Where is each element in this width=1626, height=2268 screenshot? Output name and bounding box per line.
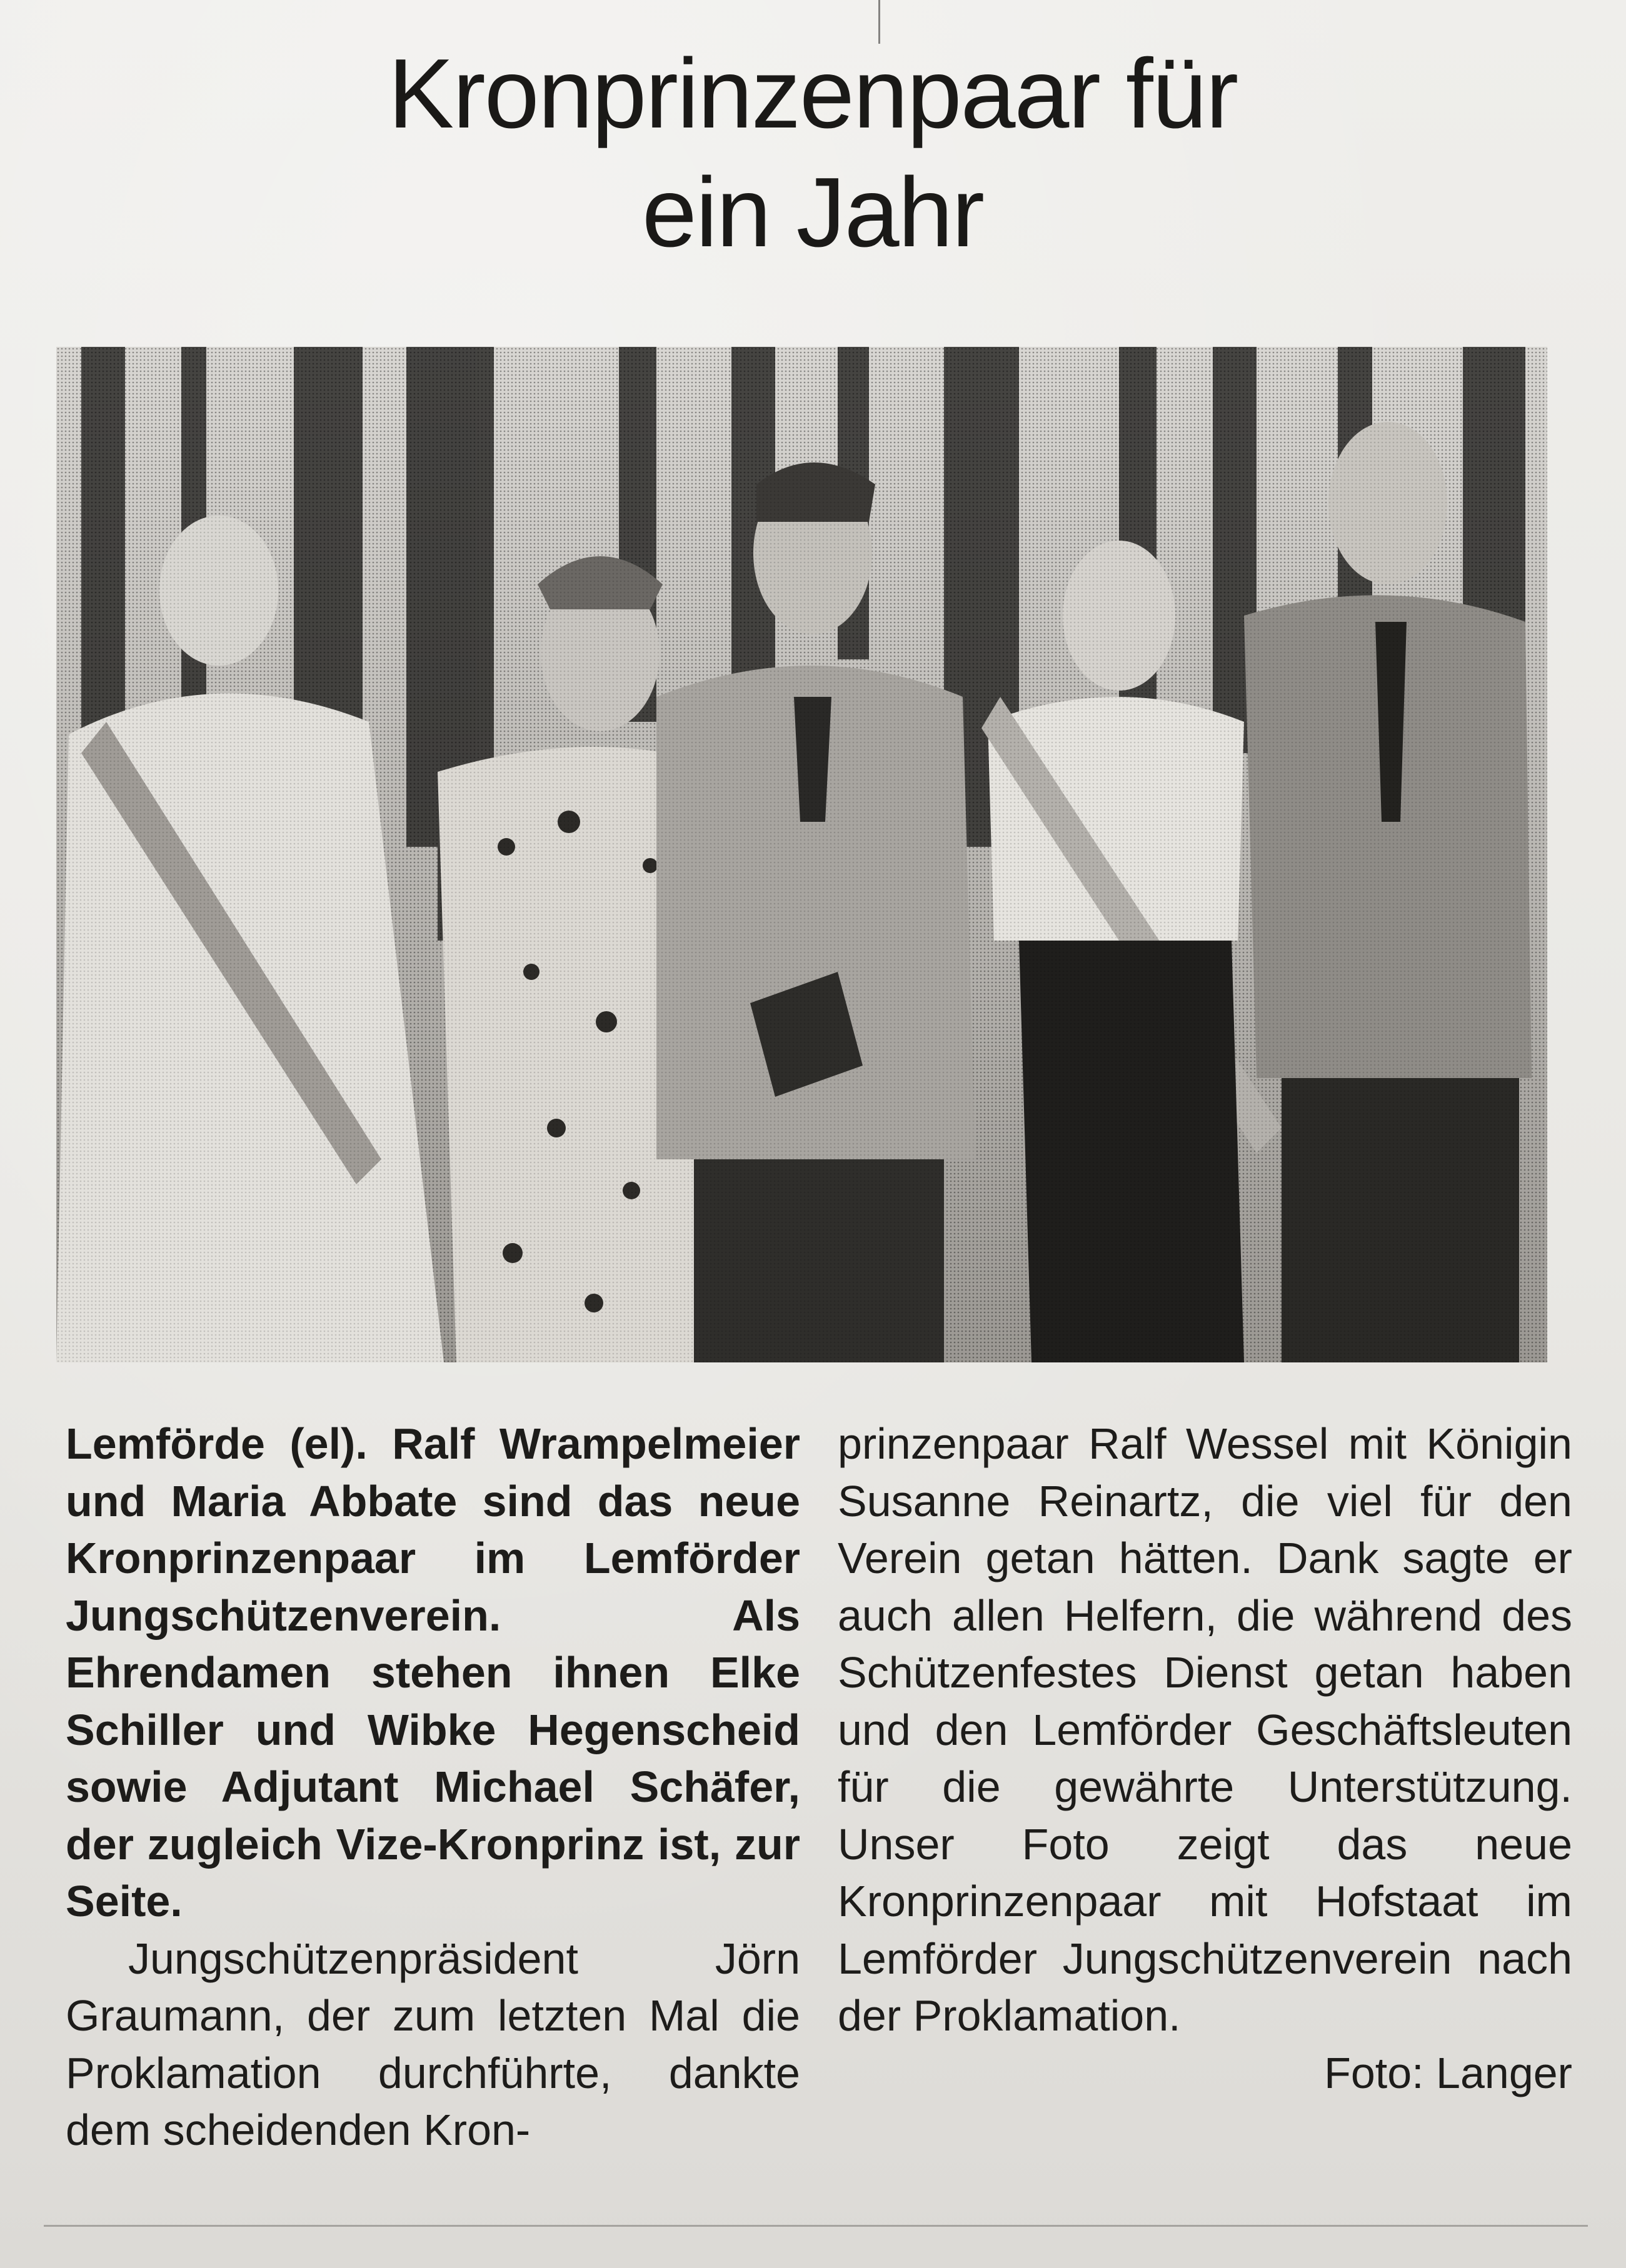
photo-image <box>56 347 1547 1362</box>
article-column-right <box>838 1416 1572 2102</box>
bottom-rule <box>44 2225 1588 2227</box>
article-lead: Lemförde (el). Ralf Wrampelmeier und Maria Abbate sind das neue Kronprinzenpaar im Lemförder Jungschützenverein. Als Ehrendamen stehen ihnen Elke Schiller und Wibke Hegenscheid sowie Adjutant Michael Schäfer, der zugleich Vize-Kronprinz ist, zur Seite. <box>66 1419 800 1926</box>
photo-credit: Foto: Langer <box>1324 2048 1572 2097</box>
article-body-left: Jungschützenpräsident Jörn Graumann, der zum letzten Mal die Proklamation durchführte, dankte dem scheidenden Kron- <box>66 1934 800 2154</box>
headline <box>63 34 1563 272</box>
headline-line-1: Kronprinzenpaar für <box>388 39 1238 149</box>
group-photo <box>56 347 1547 1362</box>
article-body-right: prinzenpaar Ralf Wessel mit Königin Susanne Reinartz, die viel für den Verein getan hätten. Dank sagte er auch allen Helfern, die während des Schützenfestes Dienst getan haben und den Lemförder Geschäftsleuten für die gewährte Unterstützung. Unser Foto zeigt das neue Kronprinzenpaar mit Hofstaat im Lemförder Jungschützenverein nach der Proklamation. <box>838 1419 1572 2040</box>
article-column-left <box>66 1416 800 2159</box>
headline-line-2: ein Jahr <box>641 157 984 267</box>
